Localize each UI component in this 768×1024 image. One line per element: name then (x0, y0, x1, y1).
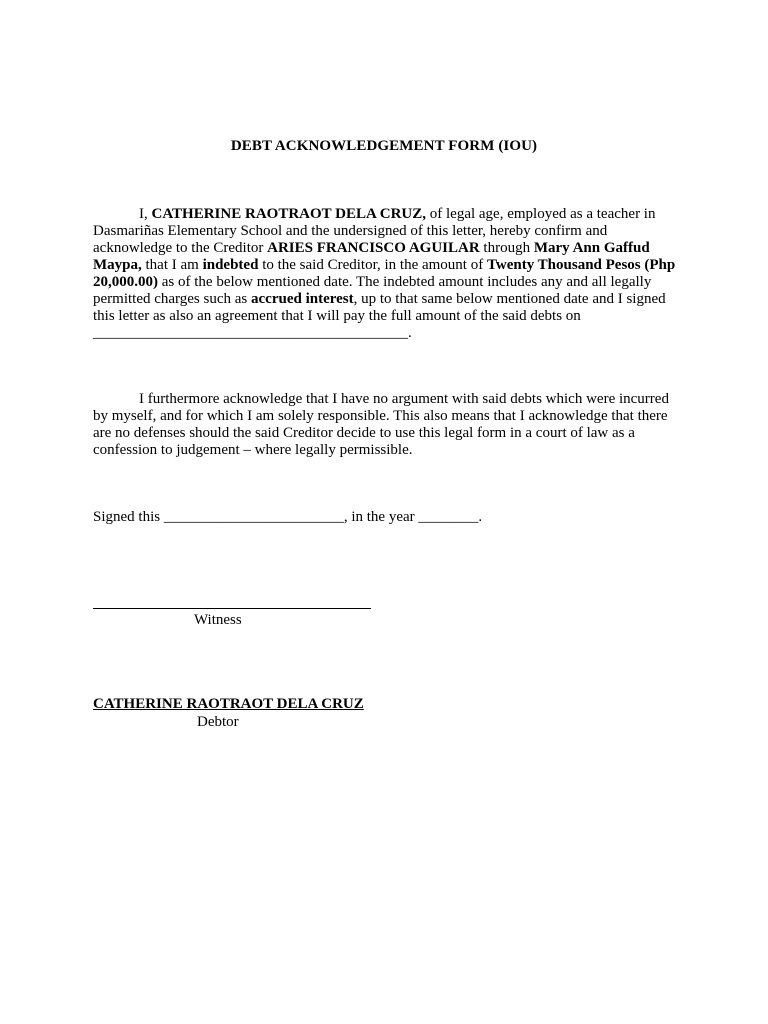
paragraph1-text-2: of legal age, employed as a teacher in Dasmariñas Elementary School and the undersigned of this letter, hereby confirm and acknowledge to the Creditor (93, 206, 656, 256)
paragraph2-text: I furthermore acknowledge that I have no argument with said debts which were incurred by myself, and for which I am solely responsible. This also means that I acknowledge that there are no defenses should the said Creditor decide to use this legal form in a court of law as a confession to judgement – where legally permissible. (93, 391, 669, 458)
paragraph1-text-3: through (479, 240, 534, 256)
debtor-signature-name: CATHERINE RAOTRAOT DELA CRUZ (93, 696, 364, 712)
acknowledgement-paragraph (93, 206, 683, 342)
witness-label: Witness (194, 612, 242, 628)
agent-name-bold: Mary Ann Gaffud Maypa, (93, 240, 650, 273)
accrued-interest-bold: accrued interest (251, 291, 354, 307)
document-title: DEBT ACKNOWLEDGEMENT FORM (IOU) (230, 138, 538, 154)
paragraph1-text-4: that I am (141, 257, 203, 273)
furthermore-paragraph (93, 391, 683, 459)
paragraph1-text-1: I, (139, 206, 152, 222)
debtor-label: Debtor (197, 714, 239, 730)
paragraph1-text-7: , up to that same below mentioned date and I signed this letter as also an agreement that I will pay the full amount of the said debts on __________________________________________. (93, 291, 666, 341)
signed-date-line: Signed this ________________________, in the year ________. (93, 509, 483, 525)
creditor-name-bold: ARIES FRANCISCO AGUILAR (267, 240, 480, 256)
indebted-bold: indebted (202, 257, 259, 273)
amount-bold: Twenty Thousand Pesos (Php 20,000.00) (93, 257, 676, 290)
debtor-name-bold: CATHERINE RAOTRAOT DELA CRUZ, (151, 206, 426, 222)
paragraph1-text-6: as of the below mentioned date. The indebted amount includes any and all legally permitted charges such as (93, 274, 652, 307)
witness-signature-line (93, 608, 371, 609)
paragraph1-text-5: to the said Creditor, in the amount of (258, 257, 487, 273)
